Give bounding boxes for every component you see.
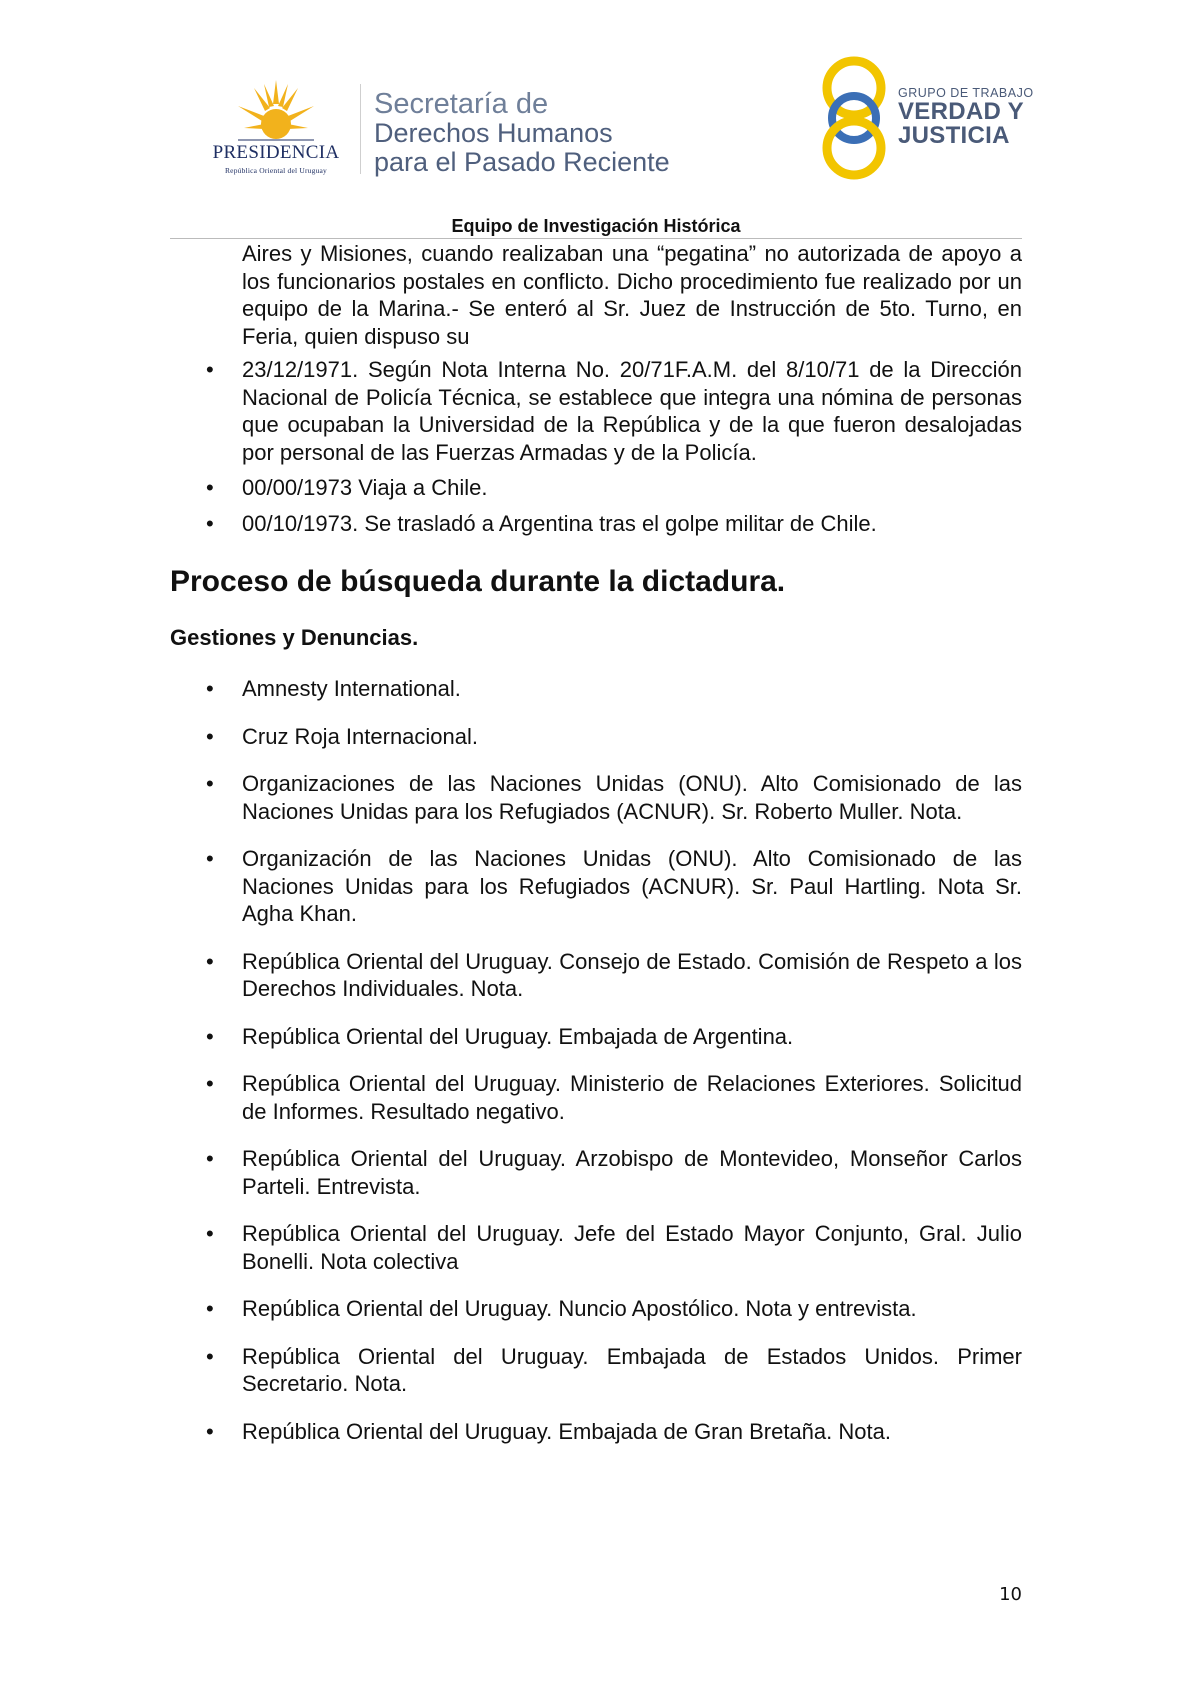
list-item-text: República Oriental del Uruguay. Embajada de Argentina. [242, 1023, 794, 1049]
verdad-justicia-wordmark [898, 86, 1034, 148]
list-item [170, 770, 1022, 825]
secretaria-line-1: Secretaría de [374, 88, 549, 120]
bullet: • [206, 475, 214, 500]
vj-line-3: JUSTICIA [898, 122, 1010, 149]
list-item [170, 948, 1022, 1003]
header-rule [170, 238, 1022, 239]
bullet: • [206, 846, 214, 871]
continued-paragraph: Aires y Misiones, cuando realizaban una “pegatina” no autorizada de apoyo a los funcionarios postales en conflicto. Dicho procedimiento fue realizado por un equipo de la Marina.- Se enteró al Sr. Juez de Instrucción de 5to. Turno, en Feria, quien dispuso su [242, 241, 1022, 349]
list-item [170, 1343, 1022, 1398]
page-header [0, 0, 1190, 240]
secretaria-wordmark [374, 90, 670, 177]
bullet: • [206, 1296, 214, 1321]
bullet: • [206, 771, 214, 796]
list-item-text: República Oriental del Uruguay. Arzobispo de Montevideo, Monseñor Carlos Parteli. Entrevista. [242, 1146, 1022, 1199]
list-item-text: Organizaciones de las Naciones Unidas (ONU). Alto Comisionado de las Naciones Unidas para los Refugiados (ACNUR). Sr. Roberto Muller. Nota. [242, 771, 1022, 824]
bullet: • [206, 676, 214, 701]
bullet: • [206, 1343, 214, 1369]
list-item-text: Cruz Roja Internacional. [242, 723, 479, 749]
list-item [170, 1023, 1022, 1051]
presidencia-logo [196, 78, 356, 178]
list-item-text: Amnesty International. [242, 676, 461, 701]
section-heading: Proceso de búsqueda durante la dictadura. [170, 565, 786, 598]
list-item [170, 1418, 1022, 1446]
bullet: • [206, 357, 214, 382]
list-item [170, 1220, 1022, 1275]
list-item [170, 1070, 1022, 1125]
presidencia-wordmark: PRESIDENCIA [212, 142, 340, 163]
interlocked-rings-icon [818, 56, 890, 180]
list-item-text: República Oriental del Uruguay. Nuncio Apostólico. Nota y entrevista. [242, 1296, 917, 1321]
subsection-heading: Gestiones y Denuncias. [170, 625, 419, 650]
events-list [170, 356, 1022, 537]
list-item [170, 474, 1022, 502]
bullet: • [206, 1146, 214, 1171]
list-item-text: República Oriental del Uruguay. Embajada de Estados Unidos. Primer Secretario. Nota. [242, 1343, 1022, 1396]
list-item-text: 00/10/1973. Se trasladó a Argentina tras el golpe militar de Chile. [242, 510, 877, 536]
list-item-text: 23/12/1971. Según Nota Interna No. 20/71F.A.M. del 8/10/71 de la Dirección Nacional de Policía Técnica, se establece que integra una nómina de personas que ocupaban la Universidad de la República y de la que fueron desalojadas por personal de las Fuerzas Armadas y de la Policía. [242, 357, 1022, 465]
page-number: 10 [999, 1584, 1022, 1605]
team-title: Equipo de Investigación Histórica [451, 216, 741, 236]
list-item [170, 845, 1022, 928]
list-item [170, 1145, 1022, 1200]
presidencia-subtitle: República Oriental del Uruguay [224, 166, 327, 175]
list-item [170, 675, 1022, 703]
list-item-text: Organización de las Naciones Unidas (ONU). Alto Comisionado de las Naciones Unidas para los Refugiados (ACNUR). Sr. Paul Hartling. Nota Sr. Agha Khan. [242, 846, 1022, 926]
bullet: • [206, 1071, 214, 1096]
header-divider [360, 84, 361, 174]
bullet: • [206, 1023, 214, 1049]
bullet: • [206, 948, 214, 974]
sun-emblem-icon [234, 78, 318, 148]
list-item-text: 00/00/1973 Viaja a Chile. [242, 475, 488, 500]
verdad-justicia-logo [818, 56, 1038, 180]
list-item-text: República Oriental del Uruguay. Embajada de Gran Bretaña. Nota. [242, 1418, 891, 1444]
list-item-text: República Oriental del Uruguay. Consejo de Estado. Comisión de Respeto a los Derechos Individuales. Nota. [242, 948, 1022, 1001]
list-item-text: República Oriental del Uruguay. Ministerio de Relaciones Exteriores. Solicitud de Informes. Resultado negativo. [242, 1071, 1022, 1124]
list-item [170, 723, 1022, 751]
bullet: • [206, 1418, 214, 1444]
list-item-text: República Oriental del Uruguay. Jefe del Estado Mayor Conjunto, Gral. Julio Bonelli. Nota colectiva [242, 1221, 1022, 1274]
vj-line-1: GRUPO DE TRABAJO [898, 86, 1034, 100]
secretaria-line-2: Derechos Humanos [374, 118, 613, 148]
list-item [170, 1295, 1022, 1323]
secretaria-line-3: para el Pasado Reciente [374, 147, 670, 177]
vj-line-2: VERDAD Y [898, 98, 1024, 125]
bullet: • [206, 1221, 214, 1246]
list-item [170, 356, 1022, 466]
bullet: • [206, 723, 214, 749]
bullet: • [206, 510, 214, 536]
document-body [170, 240, 1022, 1465]
gestiones-list [170, 675, 1022, 1445]
list-item [170, 510, 1022, 538]
